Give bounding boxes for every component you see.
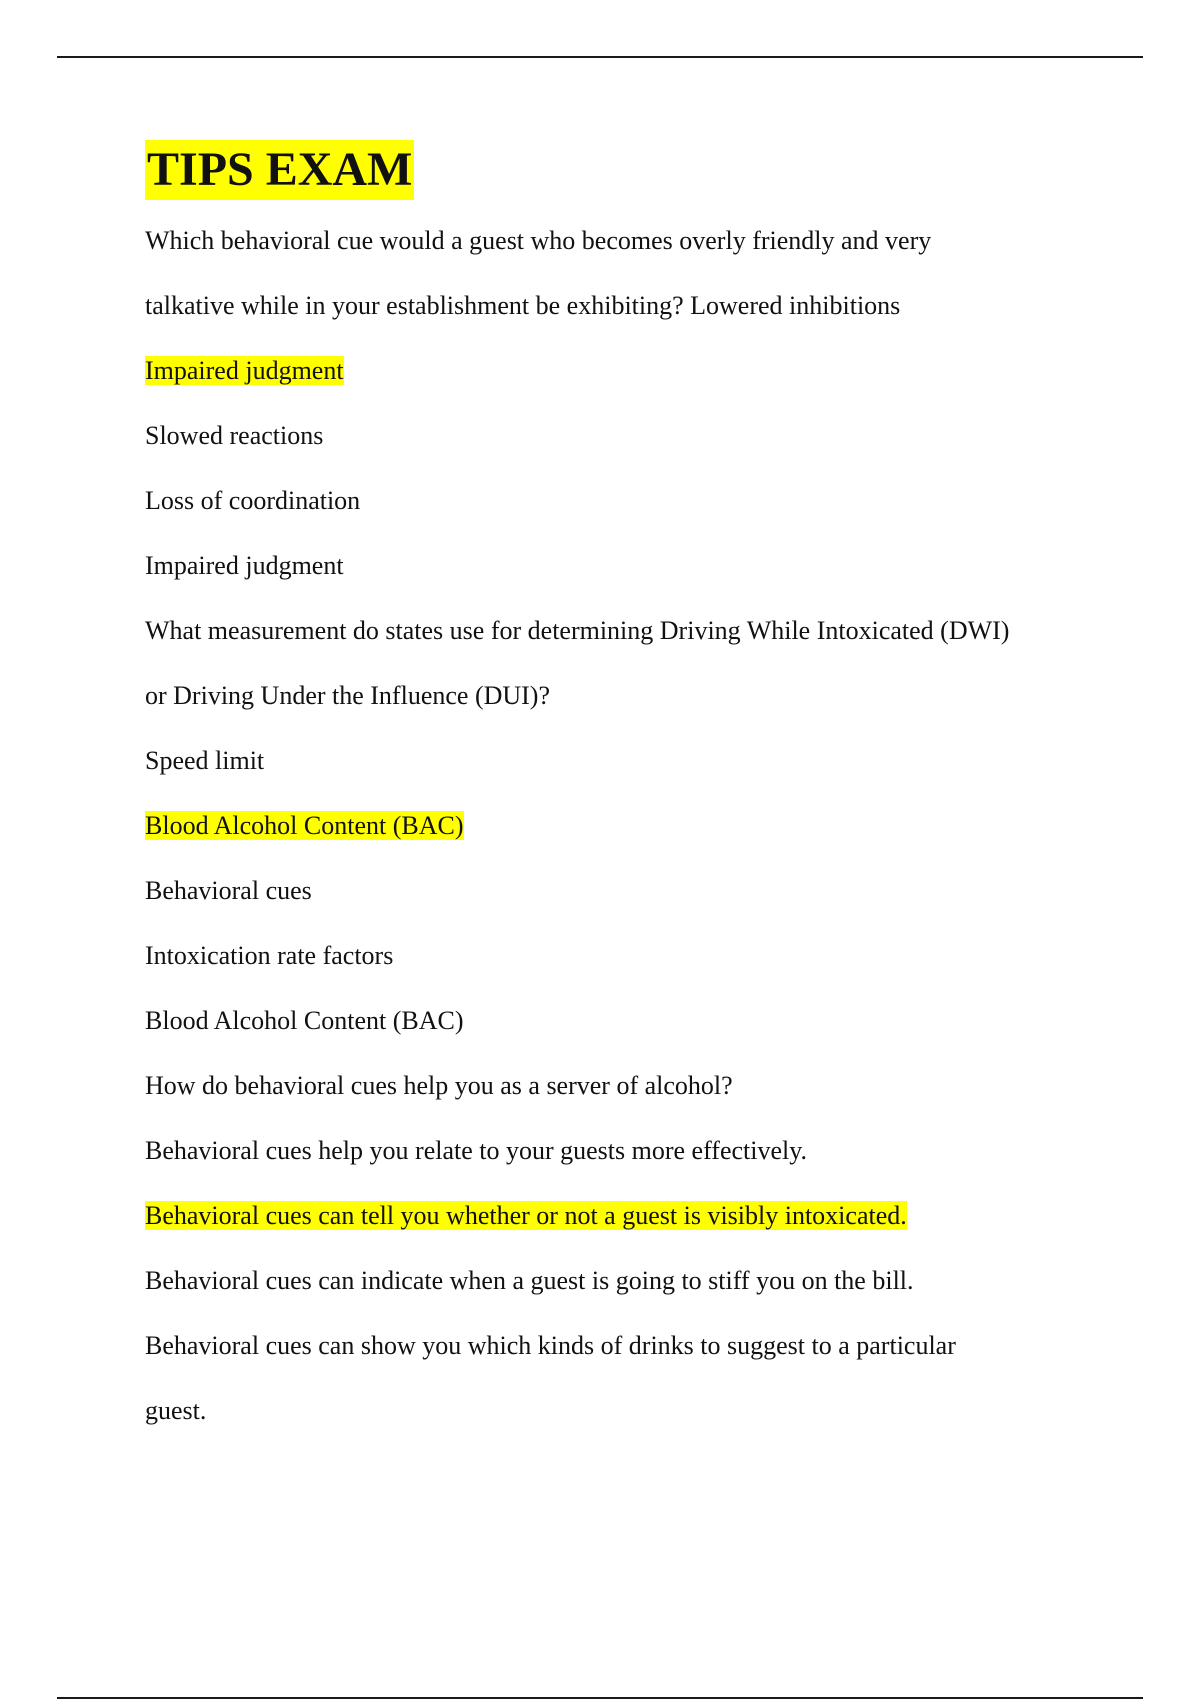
highlighted-answer: [145, 1183, 1105, 1248]
line-text: Loss of coordination: [145, 486, 361, 515]
answer-option: [145, 988, 1105, 1053]
question-line: [145, 208, 1105, 273]
question-line: [145, 273, 1105, 338]
answer-option: [145, 1118, 1105, 1183]
question-line: [145, 663, 1105, 728]
document-body: [145, 140, 1105, 1443]
document-title: TIPS EXAM: [145, 140, 414, 200]
line-text: Impaired judgment: [145, 356, 344, 385]
answer-option: [145, 403, 1105, 468]
line-text: Intoxication rate factors: [145, 941, 394, 970]
line-text: Behavioral cues help you relate to your guests more effectively.: [145, 1136, 808, 1165]
line-text: guest.: [145, 1396, 207, 1425]
answer-option: [145, 468, 1105, 533]
highlighted-answer: [145, 793, 1105, 858]
answer-option: [145, 728, 1105, 793]
answer-option: [145, 533, 1105, 598]
line-text: Impaired judgment: [145, 551, 344, 580]
line-text: Slowed reactions: [145, 421, 324, 450]
answer-option: [145, 923, 1105, 988]
question-line: [145, 598, 1105, 663]
line-text: Behavioral cues can indicate when a guest is going to stiff you on the bill.: [145, 1266, 914, 1295]
line-text: Behavioral cues can show you which kinds of drinks to suggest to a particular: [145, 1331, 956, 1360]
document-lines: [145, 208, 1105, 1443]
line-text: What measurement do states use for determining Driving While Intoxicated (DWI): [145, 616, 1010, 645]
line-text: or Driving Under the Influence (DUI)?: [145, 681, 551, 710]
line-text: Blood Alcohol Content (BAC): [145, 811, 464, 840]
line-text: How do behavioral cues help you as a server of alcohol?: [145, 1071, 733, 1100]
answer-option: [145, 1313, 1105, 1378]
line-text: Which behavioral cue would a guest who becomes overly friendly and very: [145, 226, 932, 255]
footer-rule: [57, 1697, 1143, 1699]
header-rule: [57, 56, 1143, 58]
line-text: Speed limit: [145, 746, 265, 775]
highlighted-answer: [145, 338, 1105, 403]
line-text: talkative while in your establishment be exhibiting? Lowered inhibitions: [145, 291, 901, 320]
line-text: Blood Alcohol Content (BAC): [145, 1006, 464, 1035]
answer-option: [145, 1378, 1105, 1443]
line-text: Behavioral cues: [145, 876, 312, 905]
answer-option: [145, 1248, 1105, 1313]
answer-option: [145, 858, 1105, 923]
question-line: [145, 1053, 1105, 1118]
line-text: Behavioral cues can tell you whether or not a guest is visibly intoxicated.: [145, 1201, 907, 1230]
